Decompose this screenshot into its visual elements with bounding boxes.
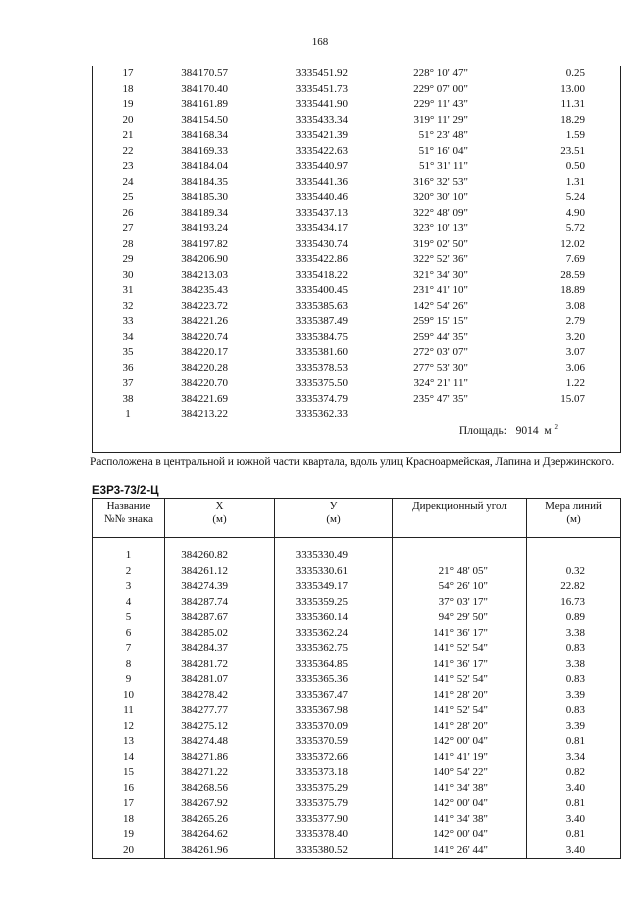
line-length: 5.24 — [565, 191, 585, 204]
point-number: 15 — [93, 765, 165, 781]
line-length: 13.00 — [560, 82, 585, 95]
y-coordinate: 3335362.24 — [275, 626, 393, 642]
direction-angle: 142° 00' 04" — [393, 734, 527, 750]
y-coordinate: 3335364.85 — [275, 657, 393, 673]
direction-angle: 277° 53' 30" — [413, 361, 468, 374]
x-coordinate: 384235.43 — [181, 284, 228, 297]
point-number: 2 — [93, 564, 165, 580]
direction-angle: 141° 52' 54" — [393, 703, 527, 719]
direction-angle: 319° 11' 29" — [413, 113, 468, 126]
x-coordinate: 384261.12 — [165, 564, 275, 580]
coordinates-table-body — [92, 66, 620, 423]
point-number: 27 — [122, 222, 134, 235]
y-coordinate: 3335381.60 — [295, 346, 348, 359]
direction-angle: 142° 00' 04" — [393, 796, 527, 812]
x-coordinate: 384281.72 — [165, 657, 275, 673]
table-row — [93, 765, 621, 781]
direction-angle: 21° 48' 05" — [393, 564, 527, 580]
page-number: 168 — [311, 36, 329, 48]
y-coordinate: 3335374.79 — [295, 392, 348, 405]
line-length: 3.07 — [565, 346, 585, 359]
direction-angle: 51° 31' 11" — [419, 160, 468, 173]
table-row — [92, 66, 620, 82]
table-row — [93, 827, 621, 843]
line-length: 3.38 — [527, 657, 621, 673]
y-coordinate: 3335441.36 — [295, 175, 348, 188]
x-coordinate: 384220.74 — [181, 330, 228, 343]
x-coordinate: 384189.34 — [181, 206, 228, 219]
line-length: 23.51 — [560, 144, 585, 157]
x-coordinate: 384223.72 — [181, 299, 228, 312]
point-number: 5 — [93, 610, 165, 626]
table-row — [93, 579, 621, 595]
x-coordinate: 384274.39 — [165, 579, 275, 595]
line-length — [506, 407, 620, 423]
point-number: 18 — [122, 82, 134, 95]
direction-angle: 259° 15' 15" — [413, 315, 468, 328]
zone-code: Е3Р3-73/2-Ц — [92, 485, 159, 497]
line-length: 12.02 — [560, 237, 585, 250]
direction-angle: 323° 10' 13" — [413, 222, 468, 235]
table-row — [93, 734, 621, 750]
line-length: 3.39 — [527, 688, 621, 704]
point-number: 8 — [93, 657, 165, 673]
line-length: 16.73 — [527, 595, 621, 611]
line-length: 0.25 — [565, 67, 585, 79]
point-number: 30 — [122, 268, 134, 281]
point-number: 22 — [122, 144, 134, 157]
table-row — [92, 314, 620, 330]
line-length: 4.90 — [565, 206, 585, 219]
line-length: 3.06 — [565, 361, 585, 374]
point-number: 19 — [93, 827, 165, 843]
point-number: 21 — [122, 129, 134, 142]
line-length: 7.69 — [565, 253, 585, 266]
direction-angle: 142° 00' 04" — [393, 827, 527, 843]
direction-angle: 141° 34' 38" — [393, 781, 527, 797]
x-coordinate: 384168.34 — [181, 129, 228, 142]
direction-angle: 272° 03' 07" — [413, 346, 468, 359]
y-coordinate: 3335330.61 — [275, 564, 393, 580]
point-number: 20 — [122, 113, 134, 126]
x-coordinate: 384271.86 — [165, 750, 275, 766]
point-number: 18 — [93, 812, 165, 828]
x-coordinate: 384220.28 — [181, 361, 228, 374]
table-row — [92, 128, 620, 144]
direction-angle: 316° 32' 53" — [413, 175, 468, 188]
table-row — [92, 407, 620, 423]
line-length: 1.22 — [565, 377, 585, 390]
direction-angle: 94° 29' 50" — [393, 610, 527, 626]
direction-angle: 235° 47' 35" — [413, 392, 468, 405]
point-number: 13 — [93, 734, 165, 750]
x-coordinate: 384285.02 — [165, 626, 275, 642]
line-length: 22.82 — [527, 579, 621, 595]
y-coordinate: 3335430.74 — [295, 237, 348, 250]
table-row — [92, 82, 620, 98]
point-number: 20 — [93, 843, 165, 859]
y-coordinate: 3335440.46 — [295, 191, 348, 204]
table-row — [93, 564, 621, 580]
table-row — [92, 237, 620, 253]
area-unit: м — [544, 424, 552, 437]
y-coordinate: 3335378.53 — [295, 361, 348, 374]
direction-angle: 140° 54' 22" — [393, 765, 527, 781]
y-coordinate: 3335422.63 — [295, 144, 348, 157]
x-coordinate: 384260.82 — [165, 548, 275, 564]
location-description: Расположена в центральной и южной части квартала, вдоль улиц Красноармейская, Лапина и Дзержинского. — [90, 456, 615, 468]
direction-angle: 37° 03' 17" — [393, 595, 527, 611]
table-row — [92, 330, 620, 346]
line-length: 18.29 — [560, 113, 585, 126]
line-length: 0.81 — [527, 796, 621, 812]
x-coordinate: 384271.22 — [165, 765, 275, 781]
x-coordinate: 384221.26 — [181, 315, 228, 328]
x-coordinate: 384278.42 — [165, 688, 275, 704]
line-length: 3.40 — [527, 812, 621, 828]
table-row — [93, 595, 621, 611]
table-row — [93, 719, 621, 735]
y-coordinate: 3335375.50 — [295, 377, 348, 390]
line-length: 3.39 — [527, 719, 621, 735]
point-number: 14 — [93, 750, 165, 766]
coordinates-table-continued — [92, 66, 620, 423]
y-coordinate: 3335360.14 — [275, 610, 393, 626]
table-row — [93, 781, 621, 797]
point-number: 17 — [93, 796, 165, 812]
table-row — [93, 626, 621, 642]
line-length: 3.40 — [527, 781, 621, 797]
x-coordinate: 384267.92 — [165, 796, 275, 812]
y-coordinate: 3335421.39 — [295, 129, 348, 142]
direction-angle: 51° 16' 04" — [418, 144, 468, 157]
y-coordinate: 3335387.49 — [295, 315, 348, 328]
direction-angle: 141° 52' 54" — [393, 672, 527, 688]
x-coordinate: 384161.89 — [181, 98, 228, 111]
point-number: 16 — [93, 781, 165, 797]
direction-angle — [392, 407, 506, 423]
point-number: 28 — [122, 237, 134, 250]
y-coordinate: 3335362.75 — [275, 641, 393, 657]
direction-angle: 229° 07' 00" — [413, 82, 468, 95]
y-coordinate: 3335377.90 — [275, 812, 393, 828]
x-coordinate: 384213.03 — [181, 268, 228, 281]
x-coordinate: 384281.07 — [165, 672, 275, 688]
direction-angle: 141° 34' 38" — [393, 812, 527, 828]
direction-angle: 319° 02' 50" — [413, 237, 468, 250]
line-length: 3.08 — [565, 299, 585, 312]
point-number: 34 — [122, 330, 134, 343]
point-number: 9 — [93, 672, 165, 688]
point-number: 25 — [122, 191, 134, 204]
x-coordinate: 384154.50 — [181, 113, 228, 126]
table-row — [93, 657, 621, 673]
x-coordinate: 384184.35 — [181, 175, 228, 188]
table-row — [92, 299, 620, 315]
x-coordinate: 384268.56 — [165, 781, 275, 797]
table-row — [93, 703, 621, 719]
line-length: 18.89 — [560, 284, 585, 297]
table-row — [92, 190, 620, 206]
line-length: 1.31 — [565, 175, 585, 188]
direction-angle: 228° 10' 47" — [413, 67, 468, 79]
direction-angle: 141° 28' 20" — [393, 719, 527, 735]
line-length: 28.59 — [560, 268, 585, 281]
x-coordinate: 384170.57 — [181, 67, 228, 79]
direction-angle: 322° 52' 36" — [413, 253, 468, 266]
point-number: 10 — [93, 688, 165, 704]
table-row — [93, 548, 621, 564]
y-coordinate: 3335372.66 — [275, 750, 393, 766]
y-coordinate: 3335367.47 — [275, 688, 393, 704]
area-unit-sup: 2 — [554, 423, 558, 431]
direction-angle: 320° 30' 10" — [413, 191, 468, 204]
line-length: 3.38 — [527, 626, 621, 642]
direction-angle: 141° 52' 54" — [393, 641, 527, 657]
line-length: 2.79 — [565, 315, 585, 328]
x-coordinate: 384275.12 — [165, 719, 275, 735]
point-number: 38 — [122, 392, 134, 405]
x-coordinate: 384274.48 — [165, 734, 275, 750]
x-coordinate: 384206.90 — [181, 253, 228, 266]
header-name: Название №№ знака — [93, 499, 165, 538]
point-number: 35 — [122, 346, 134, 359]
direction-angle: 54° 26' 10" — [393, 579, 527, 595]
y-coordinate: 3335434.17 — [295, 222, 348, 235]
table-row — [93, 750, 621, 766]
y-coordinate: 3335441.90 — [295, 98, 348, 111]
direction-angle: 51° 23' 48" — [418, 129, 468, 142]
y-coordinate: 3335349.17 — [275, 579, 393, 595]
table-row — [93, 641, 621, 657]
y-coordinate: 3335385.63 — [295, 299, 348, 312]
header-y: У (м) — [275, 499, 393, 538]
point-number: 11 — [93, 703, 165, 719]
x-coordinate: 384287.67 — [165, 610, 275, 626]
x-coordinate: 384169.33 — [181, 144, 228, 157]
x-coordinate: 384261.96 — [165, 843, 275, 859]
line-length: 3.34 — [527, 750, 621, 766]
y-coordinate: 3335451.73 — [295, 82, 348, 95]
direction-angle: 231° 41' 10" — [413, 284, 468, 297]
point-number: 33 — [122, 315, 134, 328]
y-coordinate: 3335367.98 — [275, 703, 393, 719]
point-number: 26 — [122, 206, 134, 219]
area-value: 9014 — [515, 424, 539, 437]
table-row — [93, 610, 621, 626]
y-coordinate: 3335330.49 — [275, 548, 393, 564]
table-row — [93, 688, 621, 704]
point-number: 29 — [122, 253, 134, 266]
y-coordinate: 3335384.75 — [295, 330, 348, 343]
direction-angle: 229° 11' 43" — [413, 98, 468, 111]
point-number: 7 — [93, 641, 165, 657]
table-header-row — [93, 499, 621, 538]
y-coordinate: 3335378.40 — [275, 827, 393, 843]
x-coordinate: 384220.17 — [181, 346, 228, 359]
table-row — [92, 221, 620, 237]
coordinates-table-body — [93, 538, 621, 859]
line-length: 0.81 — [527, 734, 621, 750]
x-coordinate: 384193.24 — [181, 222, 228, 235]
line-length: 11.31 — [560, 98, 585, 111]
area-label: Площадь: — [458, 424, 507, 437]
table-row — [92, 268, 620, 284]
x-coordinate: 384265.26 — [165, 812, 275, 828]
x-coordinate: 384284.37 — [165, 641, 275, 657]
table-row — [92, 144, 620, 160]
table-row — [92, 113, 620, 129]
direction-angle — [393, 548, 527, 564]
line-length: 0.83 — [527, 672, 621, 688]
line-length: 0.82 — [527, 765, 621, 781]
y-coordinate: 3335440.97 — [295, 160, 348, 173]
direction-angle: 259° 44' 35" — [413, 330, 468, 343]
x-coordinate: 384170.40 — [181, 82, 228, 95]
y-coordinate: 3335400.45 — [295, 284, 348, 297]
line-length: 0.32 — [527, 564, 621, 580]
table-row — [93, 812, 621, 828]
header-distance: Мера линий (м) — [527, 499, 621, 538]
y-coordinate: 3335418.22 — [295, 268, 348, 281]
table-row — [92, 252, 620, 268]
point-number: 4 — [93, 595, 165, 611]
table-row — [92, 283, 620, 299]
line-length: 0.83 — [527, 703, 621, 719]
x-coordinate: 384287.74 — [165, 595, 275, 611]
direction-angle: 142° 54' 26" — [413, 299, 468, 312]
header-x: Х (м) — [165, 499, 275, 538]
line-length: 0.81 — [527, 827, 621, 843]
x-coordinate: 384264.62 — [165, 827, 275, 843]
coordinates-table — [92, 498, 621, 859]
point-number: 12 — [93, 719, 165, 735]
line-length: 1.59 — [565, 129, 585, 142]
point-number: 6 — [93, 626, 165, 642]
direction-angle: 321° 34' 30" — [413, 268, 468, 281]
point-number: 23 — [122, 160, 134, 173]
table-row — [92, 97, 620, 113]
x-coordinate: 384220.70 — [181, 377, 228, 390]
spacer-row — [93, 538, 621, 549]
x-coordinate: 384184.04 — [181, 160, 228, 173]
table-row — [92, 206, 620, 222]
point-number: 37 — [122, 377, 134, 390]
point-number: 32 — [122, 299, 134, 312]
y-coordinate: 3335362.33 — [295, 408, 348, 421]
y-coordinate: 3335370.59 — [275, 734, 393, 750]
line-length: 0.50 — [565, 160, 585, 173]
direction-angle: 141° 41' 19" — [393, 750, 527, 766]
y-coordinate: 3335422.86 — [295, 253, 348, 266]
x-coordinate: 384213.22 — [181, 408, 228, 421]
y-coordinate: 3335380.52 — [275, 843, 393, 859]
y-coordinate: 3335433.34 — [295, 113, 348, 126]
direction-angle: 141° 28' 20" — [393, 688, 527, 704]
y-coordinate: 3335437.13 — [295, 206, 348, 219]
point-number: 1 — [93, 548, 165, 564]
y-coordinate: 3335373.18 — [275, 765, 393, 781]
area-line — [0, 423, 558, 437]
point-number: 1 — [125, 408, 131, 421]
line-length — [527, 548, 621, 564]
table-row — [93, 796, 621, 812]
direction-angle: 322° 48' 09" — [413, 206, 468, 219]
table-row — [93, 843, 621, 859]
line-length: 0.83 — [527, 641, 621, 657]
point-number: 31 — [122, 284, 134, 297]
table-row — [92, 376, 620, 392]
table-row — [92, 392, 620, 408]
y-coordinate: 3335451.92 — [295, 67, 348, 79]
line-length: 3.20 — [565, 330, 585, 343]
y-coordinate: 3335359.25 — [275, 595, 393, 611]
y-coordinate: 3335375.79 — [275, 796, 393, 812]
y-coordinate: 3335375.29 — [275, 781, 393, 797]
y-coordinate: 3335370.09 — [275, 719, 393, 735]
point-number: 17 — [122, 67, 134, 79]
direction-angle: 141° 36' 17" — [393, 657, 527, 673]
line-length: 15.07 — [560, 392, 585, 405]
y-coordinate: 3335365.36 — [275, 672, 393, 688]
x-coordinate: 384197.82 — [181, 237, 228, 250]
line-length: 3.40 — [527, 843, 621, 859]
table-row — [93, 672, 621, 688]
direction-angle: 141° 26' 44" — [393, 843, 527, 859]
line-length: 5.72 — [565, 222, 585, 235]
table-row — [92, 175, 620, 191]
header-angle: Дирекционный угол — [393, 499, 527, 538]
line-length: 0.89 — [527, 610, 621, 626]
point-number: 24 — [122, 175, 134, 188]
x-coordinate: 384277.77 — [165, 703, 275, 719]
point-number: 19 — [122, 98, 134, 111]
point-number: 3 — [93, 579, 165, 595]
point-number: 36 — [122, 361, 134, 374]
direction-angle: 324° 21' 11" — [413, 377, 468, 390]
x-coordinate: 384185.30 — [181, 191, 228, 204]
table-row — [92, 345, 620, 361]
x-coordinate: 384221.69 — [181, 392, 228, 405]
table-row — [92, 159, 620, 175]
direction-angle: 141° 36' 17" — [393, 626, 527, 642]
table-row — [92, 361, 620, 377]
